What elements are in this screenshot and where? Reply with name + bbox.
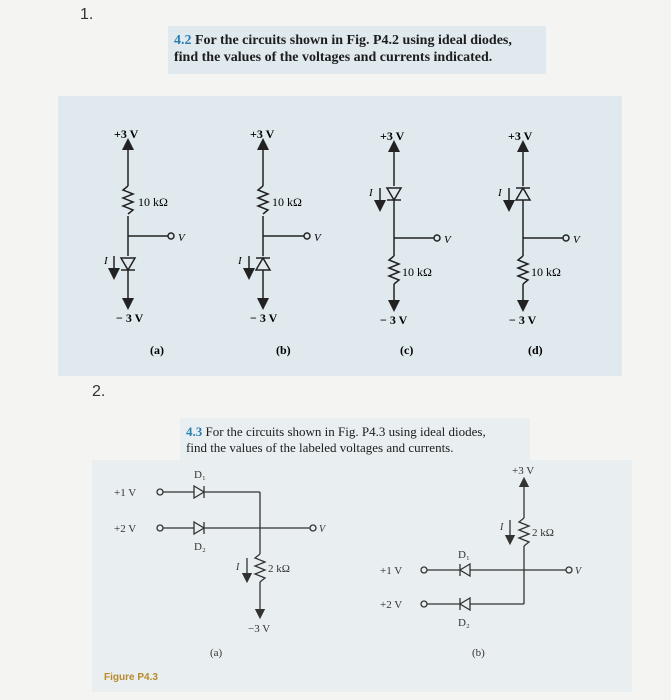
figure-caption: Figure P4.3 (104, 672, 158, 683)
problem-text-line2: find the values of the labeled voltages and currents. (186, 440, 454, 455)
p43b-input-2: +2 V (380, 599, 403, 611)
c-voltage-label: V (444, 234, 451, 246)
d-current-label: I (498, 187, 502, 199)
question-number-2: 2. (92, 383, 106, 400)
figure-p4-3 (92, 460, 632, 692)
problem-text-line1: For the circuits shown in Fig. P4.3 using ideal diodes, (205, 424, 486, 439)
question-number-1: 1. (80, 6, 94, 23)
b-voltage-label: V (314, 232, 321, 244)
c-supply-neg: − 3 V (380, 313, 408, 327)
a-resistor-label: 10 kΩ (138, 195, 168, 209)
p43a-sublabel: (a) (210, 647, 223, 659)
d-sublabel: (d) (528, 343, 543, 357)
b-supply-pos: +3 V (250, 127, 275, 141)
a-supply-neg: − 3 V (116, 311, 144, 325)
a-voltage-label: V (178, 232, 185, 244)
problem-4-3-statement (180, 418, 530, 460)
p43a-voltage-label: V (319, 524, 326, 535)
d-resistor-label: 10 kΩ (531, 265, 561, 279)
c-resistor-label: 10 kΩ (402, 265, 432, 279)
c-sublabel: (c) (400, 343, 414, 357)
a-sublabel: (a) (150, 343, 164, 357)
problem-4-2-statement (168, 26, 546, 74)
p43a-neg-supply: −3 V (248, 623, 271, 635)
p43b-voltage-label: V (575, 566, 582, 577)
b-supply-neg: − 3 V (250, 311, 278, 325)
p43b-d1-label: D₁ (458, 549, 470, 561)
d-voltage-label: V (573, 234, 580, 246)
p43a-input-2: +2 V (114, 523, 137, 535)
p43b-input-1: +1 V (380, 565, 403, 577)
p43a-current-label: I (236, 562, 240, 573)
p43b-current-label: I (500, 522, 504, 533)
p43b-resistor-label: 2 kΩ (532, 527, 554, 539)
p43a-d2-label: D₂ (194, 541, 206, 553)
p43a-resistor-label: 2 kΩ (268, 563, 290, 575)
p43a-d1-label: D₁ (194, 469, 206, 481)
figure-p4-2 (58, 96, 622, 376)
p43b-d2-label: D₂ (458, 617, 470, 629)
c-current-label: I (369, 187, 373, 199)
p43a-input-1: +1 V (114, 487, 137, 499)
p43b-pos-supply: +3 V (512, 465, 535, 477)
d-supply-pos: +3 V (508, 129, 533, 143)
b-sublabel: (b) (276, 343, 291, 357)
b-current-label: I (238, 255, 242, 267)
p43b-sublabel: (b) (472, 647, 485, 659)
b-resistor-label: 10 kΩ (272, 195, 302, 209)
d-supply-neg: − 3 V (509, 313, 537, 327)
problem-text-line1: For the circuits shown in Fig. P4.2 using ideal diodes, (195, 33, 512, 48)
a-supply-pos: +3 V (114, 127, 139, 141)
problem-number: 4.3 (186, 424, 203, 439)
a-current-label: I (104, 255, 108, 267)
problem-text-line2: find the values of the voltages and currents indicated. (174, 50, 493, 65)
c-supply-pos: +3 V (380, 129, 405, 143)
problem-number: 4.2 (174, 33, 192, 48)
